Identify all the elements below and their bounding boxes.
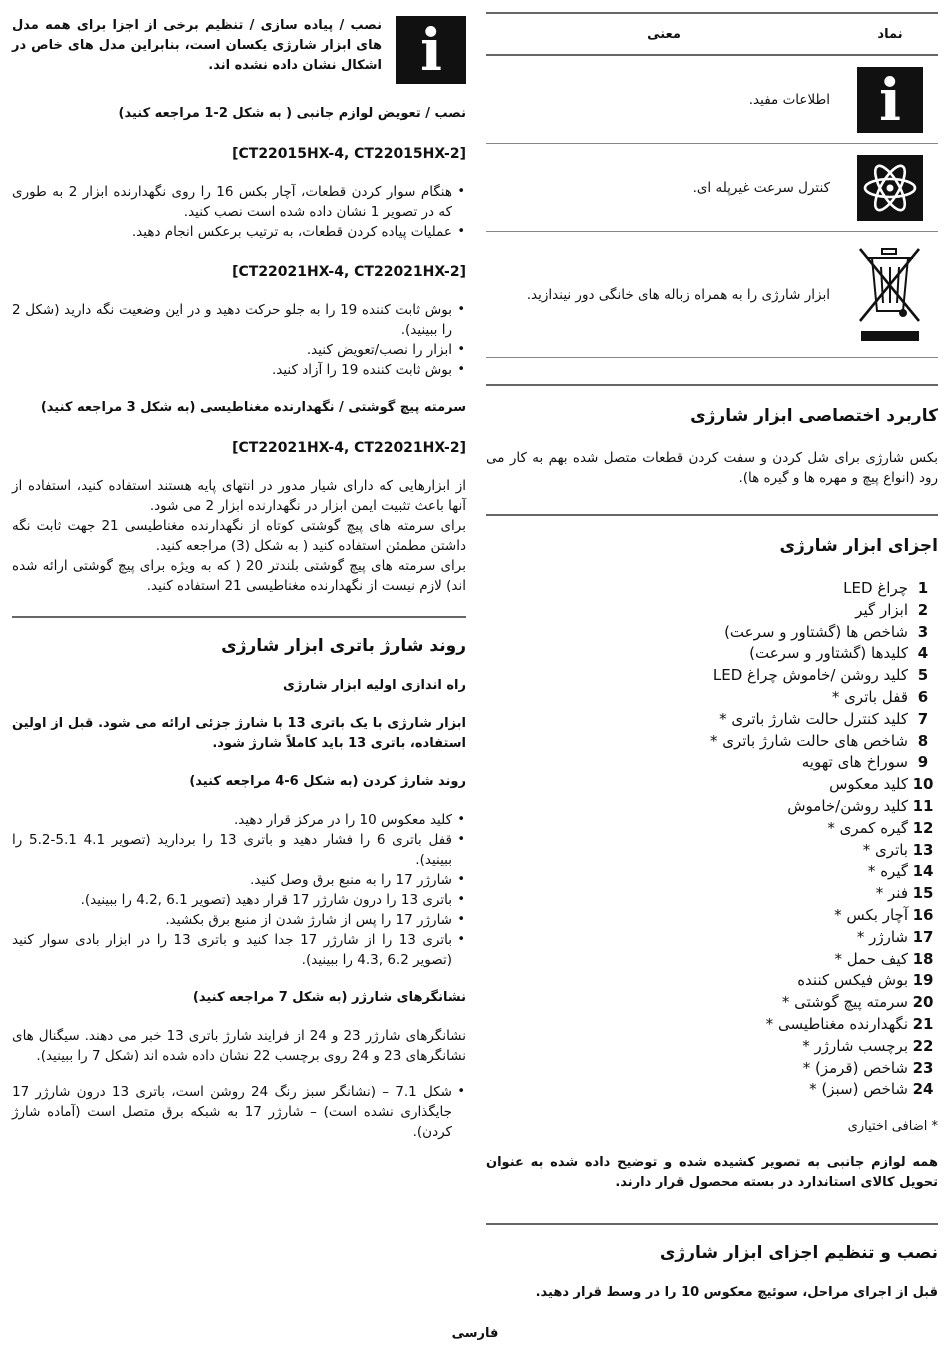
startup-text: ابزار شارژی با یک باتری 13 با شارژ جزئی ارائه می شود. قبل از اولین استفاده، باتری 13 باید کاملاً شارژ شود. xyxy=(12,716,466,751)
list-item: 23 شاخص (قرمز) * xyxy=(802,1058,934,1077)
list-item: • هنگام سوار کردن قطعات، آچار بکس 16 را روی نگهدارنده ابزار 2 به طوری که در تصویر 1 نشان داده شده است نصب کنید. xyxy=(12,182,466,222)
list-item: 3 شاخص ها (گشتاور و سرعت) xyxy=(724,622,929,641)
list-item: • کلید معکوس 10 را در مرکز قرار دهید. xyxy=(12,810,466,830)
parts-list xyxy=(486,578,938,1101)
indicators-text: نشانگرهای شارژر 23 و 24 از فرایند شارژ باتری 13 خبر می دهند. سیگنال های نشانگرهای 23 و 24 روی برچسب 22 نشان داده شده اند (شکل 7 را ببینید). xyxy=(12,1028,466,1064)
optional-note: * اضافی اختیاری xyxy=(847,1119,938,1135)
symbols-table-header xyxy=(486,14,938,56)
list-item: 22 برچسب شارژر * xyxy=(802,1036,934,1055)
list-item: 20 سرمته پیچ گوشتی * xyxy=(781,993,934,1012)
info-icon: i xyxy=(857,67,923,133)
info-note-text: نصب / پیاده سازی / تنظیم برخی از اجزا برای همه مدل های ابزار شارژی یکسان است، بنابراین مدل های خاص در اشکال نشان داده نشده اند. xyxy=(12,18,382,73)
info-note-block xyxy=(12,16,466,84)
list-item: • بوش ثابت کننده 19 را به جلو حرکت دهید و در این وضعیت نگه دارید (شکل 2 را ببینید). xyxy=(12,300,466,340)
list-item: • شارژر 17 را پس از شارژ شدن از منبع برق بکشید. xyxy=(12,910,466,930)
right-column xyxy=(486,0,938,1303)
divider xyxy=(486,514,938,516)
divider xyxy=(486,384,938,386)
list-item: • باتری 13 را درون شارژر 17 قرار دهید (تصویر 6.1 ,4.2 را ببینید). xyxy=(12,890,466,910)
list-item: 12 گیره کمری * xyxy=(827,818,934,837)
divider xyxy=(12,616,466,618)
list-item: • قفل باتری 6 را فشار دهید و باتری 13 را بردارید (تصویر 4.1 5.1-5.2 را ببینید). xyxy=(12,830,466,870)
list-item: 4 کلیدها (گشتاور و سرعت) xyxy=(749,644,929,663)
left-column xyxy=(12,0,466,1142)
list-item: 1 چراغ LED xyxy=(843,579,929,597)
list-item: • شکل 7.1 – (نشانگر سبز رنگ 24 روشن است، باتری 13 درون شارژر 17 جایگذاری نشده است) – شارژر 17 به شبکه برق متصل است (آماده شارژ کردن). xyxy=(12,1082,466,1142)
paragraph: از ابزارهایی که دارای شیار مدور در انتهای پایه هستند استفاده کنید، استفاده از آنها باعث تثبیت ایمن ابزار در نگهدارنده ابزار 2 می شود. xyxy=(12,478,466,514)
atom-icon xyxy=(857,155,923,221)
list-item: 18 کیف حمل * xyxy=(834,949,934,968)
symbol-meaning: کنترل سرعت غیرپله ای. xyxy=(692,179,830,196)
list-item: 17 شارژر * xyxy=(856,927,934,946)
list-item: 13 باتری * xyxy=(862,840,934,859)
list-item: • عملیات پیاده کردن قطعات، به ترتیب برعکس انجام دهید. xyxy=(12,222,466,242)
symbol-row-disposal xyxy=(486,232,938,358)
list-item: 16 آچار بکس * xyxy=(834,905,934,924)
language-footer: فارسی xyxy=(451,1326,499,1341)
indicators-heading: نشانگرهای شارژر (به شکل 7 مراجعه کنید) xyxy=(192,990,466,1005)
accessories-heading: نصب / تعویض لوازم جانبی ( به شکل 2-1 مراجعه کنید) xyxy=(118,106,466,121)
list-item: 24 شاخص (سبز) * xyxy=(809,1080,934,1099)
assembly-title: نصب و تنظیم اجزای ابزار شارژی xyxy=(659,1243,938,1264)
startup-heading: راه اندازی اولیه ابزار شارژی xyxy=(283,678,466,693)
symbols-table xyxy=(486,14,938,358)
model-heading: [CT22015HX-4, CT22015HX-2] xyxy=(232,146,466,162)
indicators-list xyxy=(12,1082,466,1142)
list-item: 14 گیره * xyxy=(867,862,934,881)
list-item: 10 کلید معکوس xyxy=(829,775,934,794)
model-heading: [CT22021HX-4, CT22021HX-2] xyxy=(232,440,466,456)
symbol-meaning: ابزار شارژی را به همراه زباله های خانگی دور نیندازید. xyxy=(526,286,830,303)
assembly-note: قبل از اجرای مراحل، سوئیچ معکوس 10 را در وسط قرار دهید. xyxy=(535,1285,938,1301)
bit-heading: سرمته پیچ گوشتی / نگهدارنده مغناطیسی (به شکل 3 مراجعه کنید) xyxy=(40,400,466,415)
header-symbol: نماد xyxy=(877,26,903,42)
list-item: 11 کلید روشن/خاموش xyxy=(787,796,934,815)
accessories-note: همه لوازم جانبی به تصویر کشیده شده و توضیح داده شده به عنوان تحویل کالای استاندارد در بسته محصول قرار دارند. xyxy=(486,1155,938,1191)
list-item: 15 فنر * xyxy=(875,884,934,903)
charge-heading: روند شارژ کردن (به شکل 6-4 مراجعه کنید) xyxy=(189,774,466,789)
charge-list xyxy=(12,810,466,970)
parts-title: اجزای ابزار شارژی xyxy=(779,536,938,556)
list-item: 9 سوراخ های تهویه xyxy=(801,753,929,772)
info-icon: i xyxy=(396,16,466,84)
symbol-row-speed xyxy=(486,144,938,232)
list-item: • بوش ثابت کننده 19 را آزاد کنید. xyxy=(12,360,466,380)
model-heading: [CT22021HX-4, CT22021HX-2] xyxy=(232,264,466,280)
list-item: 6 قفل باتری * xyxy=(831,687,929,706)
list-item: • شارژر 17 را به منبع برق وصل کنید. xyxy=(12,870,466,890)
list-item: • باتری 13 را از شارژر 17 جدا کنید و باتری 13 را در ابزار بادی سوار کنید (تصویر 6.2 ,4.3 را ببینید). xyxy=(12,930,466,970)
header-meaning: معنی xyxy=(647,26,681,42)
list-item: 5 کلید روشن /خاموش چراغ LED xyxy=(712,666,929,685)
crossed-bin-icon xyxy=(855,243,925,347)
charging-title: روند شارژ باتری ابزار شارژی xyxy=(221,636,466,656)
list-item: 2 ابزار گیر xyxy=(855,600,929,619)
intended-use-title: کاربرد اختصاصی ابزار شارژی xyxy=(690,406,938,426)
model1-list xyxy=(12,182,466,242)
model2-list xyxy=(12,300,466,380)
list-item: 7 کلید کنترل حالت شارژ باتری * xyxy=(719,709,929,728)
symbol-meaning: اطلاعات مفید. xyxy=(748,91,830,108)
list-item: 21 نگهدارنده مغناطیسی * xyxy=(765,1014,934,1033)
divider xyxy=(486,1223,938,1225)
bit-text xyxy=(12,476,466,596)
list-item: 19 بوش فیکس کننده xyxy=(797,971,934,990)
paragraph: برای سرمته های پیچ گوشتی کوتاه از نگهدارنده مغناطیسی 21 جهت ثابت نگه داشتن مطمئن استفاده کنید ( به شکل (3) مراجعه کنید. xyxy=(12,518,466,554)
list-item: • ابزار را نصب/تعویض کنید. xyxy=(12,340,466,360)
list-item: 8 شاخص های حالت شارژ باتری * xyxy=(709,731,929,750)
symbol-row-info xyxy=(486,56,938,144)
intended-use-text: بکس شارژی برای شل کردن و سفت کردن قطعات متصل شده بهم به کار می رود (انواع پیچ و مهره ها و گیره ها). xyxy=(486,450,938,486)
paragraph: برای سرمته های پیچ گوشتی بلندتر 20 ( که به ویژه برای پیچ گوشتی ارائه شده اند) لازم نیست از نگهدارنده مغناطیسی 21 استفاده کنید. xyxy=(12,558,466,594)
